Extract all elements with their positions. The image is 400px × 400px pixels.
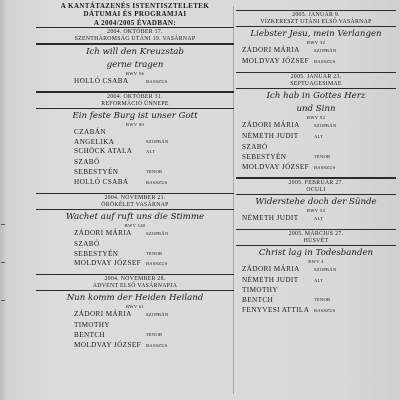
performer-voice: BASSZUS: [146, 342, 168, 348]
left-column: [36, 0, 234, 352]
rule-line: [36, 193, 234, 194]
rule-line: [236, 72, 396, 73]
performer-voice: TENOR: [314, 153, 331, 159]
cantata-title: Ein feste Burg ist unser Gott: [72, 110, 198, 121]
service-occasion: REFORMÁCIÓ ÜNNEPE: [101, 100, 169, 107]
service-occasion: HÚSVÉT: [303, 237, 329, 244]
performer-name: NÉMETH JUDIT: [242, 132, 299, 141]
performer-row: [36, 77, 234, 88]
bwv-number: BWV 92: [306, 115, 326, 121]
service-entry: [36, 27, 234, 87]
performer-voice: SZOPRÁN: [146, 312, 169, 318]
performer-name: HOLLÓ CSABA: [74, 76, 129, 85]
service-occasion: ADVENT ELSŐ VASÁRNAPJA: [92, 283, 178, 290]
left-service-list: [36, 27, 234, 351]
header-line: DÁTUMAI ÉS PROGRAMJAI: [83, 10, 187, 19]
rule-line: [236, 26, 396, 27]
performer-row: [36, 341, 234, 352]
cantata-title: Ich will den Kreuzstab: [86, 46, 184, 57]
rule-line: [36, 43, 234, 44]
performer-row: [236, 286, 396, 306]
rule-line: [36, 274, 234, 275]
performer-row: [36, 147, 234, 158]
rule-line: [36, 209, 234, 210]
performer-voice: SZOPRÁN: [314, 266, 337, 272]
performer-row: [36, 259, 234, 270]
performer-row: [36, 310, 234, 321]
performer-row: [36, 178, 234, 189]
performer-row: [236, 143, 396, 163]
cantata-title: Ich hab in Gottes Herz: [266, 91, 366, 102]
performer-row: [36, 321, 234, 341]
performer-name: SCHÖCK ATALA: [74, 147, 133, 156]
performer-row: [236, 276, 396, 287]
performer-name: MOLDVAY JÓZSEF: [74, 340, 142, 349]
performer-row: [36, 240, 234, 260]
performer-row: [236, 132, 396, 143]
cantata-title: Widerstehe doch der Sünde: [255, 196, 377, 207]
performer-name: NÉMETH JUDIT: [242, 275, 299, 284]
header-line: A 2004/2005 ÉVADBAN:: [93, 18, 177, 27]
service-entry: [36, 270, 234, 352]
performer-voice: ALT: [146, 149, 156, 155]
performer-name: NÉMETH JUDIT: [242, 213, 299, 222]
cantata-title: gerne tragen: [106, 59, 164, 70]
rule-line: [236, 194, 396, 195]
performer-name: TIMOTHY BENTCH: [74, 321, 110, 340]
performer-name: SZABÓ SEBESTYÉN: [242, 142, 287, 161]
performer-voice: SZOPRÁN: [146, 138, 169, 144]
performer-name: ZÁDORI MÁRIA: [74, 310, 132, 319]
performer-row: [236, 121, 396, 132]
service-occasion: VÍZKERESZT UTÁNI ELSŐ VASÁRNAP: [260, 19, 372, 26]
service-entry: [236, 68, 396, 173]
performer-name: CZABÁN ANGELIKA: [74, 127, 115, 146]
bwv-number: BWV 54: [306, 207, 326, 213]
performer-name: TIMOTHY BENTCH: [242, 286, 278, 305]
service-entry: [236, 225, 396, 317]
rule-line: [236, 229, 396, 230]
cantata-title: Wachet auf ruft uns die Stimme: [65, 211, 205, 222]
service-date: 2004. NOVEMBER 21.: [104, 194, 166, 201]
bwv-number: BWV 32: [306, 40, 326, 46]
service-date: 2004. OKTÓBER 31.: [107, 93, 163, 100]
performer-row: [36, 128, 234, 148]
performer-voice: BASSZUS: [146, 179, 168, 185]
performer-row: [236, 306, 396, 317]
bwv-number: BWV 61: [125, 304, 145, 310]
service-entry: [36, 87, 234, 188]
performer-name: MOLDVAY JÓZSEF: [74, 259, 142, 268]
performer-voice: TENOR: [146, 332, 163, 338]
service-date: 2005. MÁRCIUS 27.: [288, 230, 344, 237]
rule-line: [36, 290, 234, 291]
left-page-edge: [0, 0, 8, 400]
service-date: 2004. NOVEMBER 28.: [104, 276, 166, 283]
service-entry: [236, 173, 396, 224]
bwv-number: BWV 4: [308, 258, 324, 264]
performer-voice: SZOPRÁN: [314, 123, 337, 129]
performer-voice: BASSZUS: [314, 59, 336, 65]
performer-name: FENYVESI ATTILA: [242, 306, 310, 315]
rule-line: [236, 177, 396, 178]
performer-voice: BASSZUS: [146, 78, 168, 84]
right-column: [236, 0, 396, 317]
rule-line: [36, 108, 234, 109]
performer-voice: TENOR: [314, 297, 331, 303]
performer-voice: ALT: [314, 215, 324, 221]
performer-row: [36, 229, 234, 240]
service-entry: [36, 189, 234, 271]
header-line: A KANTÁTAZENÉS ISTENTISZTELETEK: [60, 2, 210, 10]
program-header: [36, 2, 234, 27]
performer-name: MOLDVAY JÓZSEF: [242, 57, 310, 66]
bwv-number: BWV 140: [124, 222, 146, 228]
service-date: 2005. JANUÁR 9.: [292, 12, 340, 19]
right-service-list: [236, 0, 396, 317]
performer-name: SZABÓ SEBESTYÉN: [74, 158, 119, 176]
performer-voice: ALT: [314, 277, 324, 283]
bwv-number: BWV 80: [125, 121, 145, 127]
performer-voice: BASSZUS: [314, 164, 336, 170]
cantata-title: Liebster Jesu, mein Verlangen: [250, 29, 382, 40]
performer-voice: BASSZUS: [314, 308, 336, 314]
rule-line: [36, 91, 234, 92]
rule-line: [236, 245, 396, 246]
service-date: 2005. FEBRUÁR 27.: [288, 179, 344, 186]
rule-line: [236, 88, 396, 89]
service-entry: [236, 10, 396, 68]
cantata-title: Nun komm der Heiden Heiland: [66, 293, 204, 304]
service-date: 2004. OKTÓBER 17.: [107, 29, 163, 36]
service-occasion: OCULI: [306, 186, 326, 193]
performer-row: [36, 158, 234, 178]
service-occasion: ÖRÖKÉLET VASÁRNAP: [101, 201, 169, 208]
performer-row: [236, 265, 396, 276]
performer-voice: SZOPRÁN: [146, 230, 169, 236]
performer-name: MOLDVAY JÓZSEF: [242, 162, 310, 171]
performer-name: HOLLÓ CSABA: [74, 177, 129, 186]
performer-row: [236, 214, 396, 225]
service-occasion: SZENTHÁROMSÁG UTÁNI 19. VASÁRNAP: [74, 36, 196, 43]
service-occasion: SEPTUAGESIMAE: [290, 81, 342, 88]
cantata-title: Christ lag in Todesbanden: [258, 247, 374, 258]
rule-line: [236, 10, 396, 11]
performer-name: ZÁDORI MÁRIA: [74, 228, 132, 237]
service-date: 2005. JANUÁR 23.: [290, 74, 342, 81]
performer-voice: BASSZUS: [146, 261, 168, 267]
bwv-number: BWV 56: [125, 70, 145, 76]
performer-name: ZÁDORI MÁRIA: [242, 264, 300, 273]
performer-voice: ALT: [314, 134, 324, 140]
performer-name: ZÁDORI MÁRIA: [242, 46, 300, 55]
cantata-title: und Sinn: [296, 104, 336, 115]
performer-name: ZÁDORI MÁRIA: [242, 121, 300, 130]
performer-voice: TENOR: [146, 250, 163, 256]
performer-voice: TENOR: [146, 168, 163, 174]
performer-voice: SZOPRÁN: [314, 48, 337, 54]
performer-row: [236, 163, 396, 174]
performer-name: SZABÓ SEBESTYÉN: [74, 239, 119, 258]
performer-row: [236, 57, 396, 68]
performer-row: [236, 46, 396, 57]
